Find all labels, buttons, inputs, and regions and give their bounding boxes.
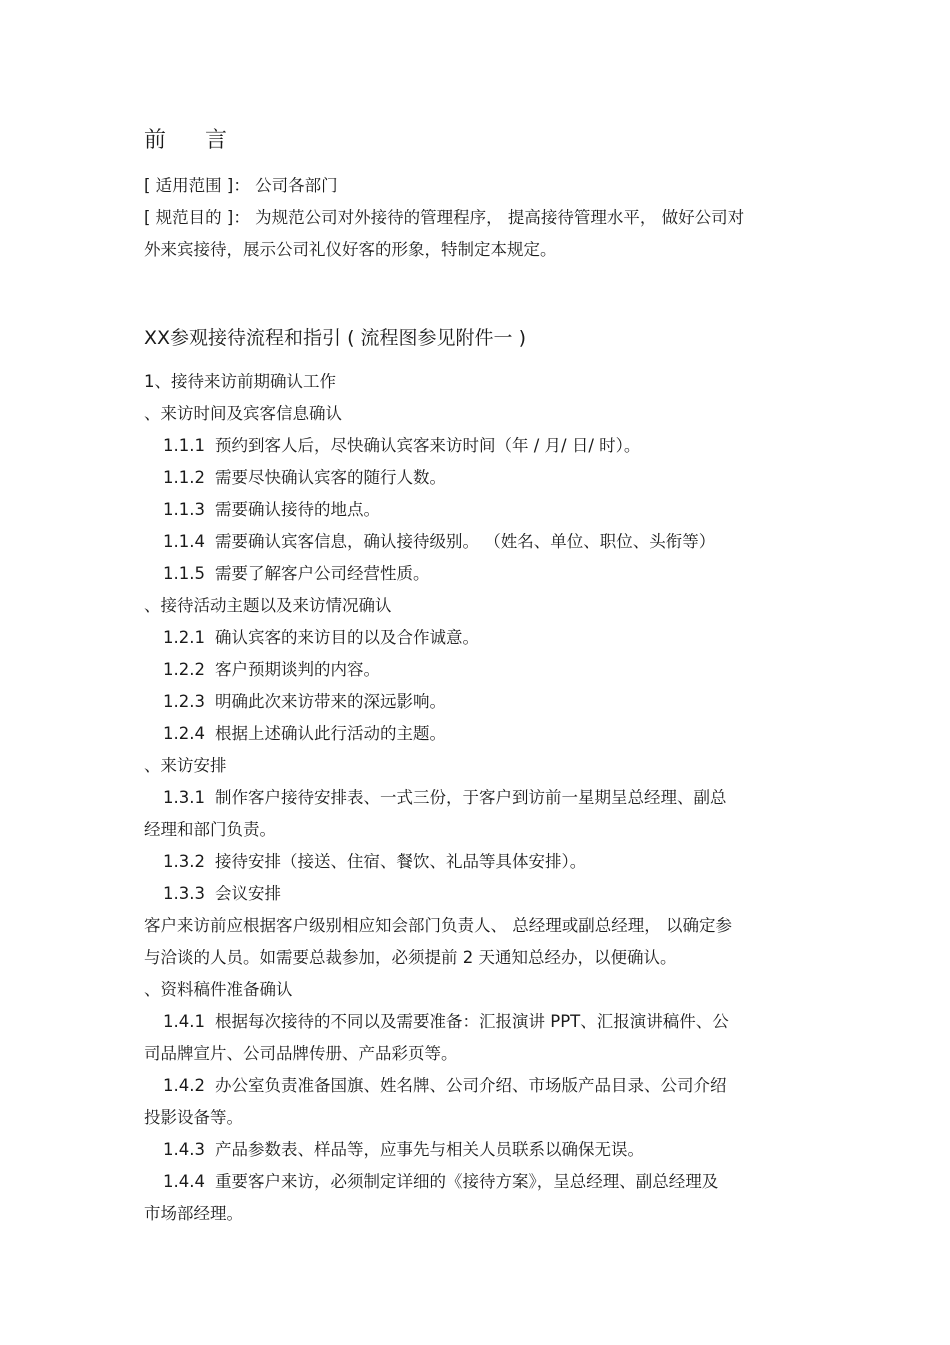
item-number: 1.2.1: [163, 628, 205, 647]
item-text: 制作客户接待安排表、一式三份，于客户到访前一星期呈总经理、副总: [215, 788, 727, 807]
item-text: 需要了解客户公司经营性质。: [215, 564, 430, 583]
item-text: 办公室负责准备国旗、姓名牌、公司介绍、市场版产品目录、公司介绍: [215, 1076, 727, 1095]
purpose-line-2: 外来宾接待，展示公司礼仪好客的形象，特制定本规定。: [144, 240, 557, 259]
item-number: 1.2.3: [163, 692, 205, 711]
purpose-line-1: [ 规范目的 ]： 为规范公司对外接待的管理程序， 提高接待管理水平， 做好公司对: [144, 208, 745, 227]
subsection-1-3-heading: 、来访安排: [144, 756, 227, 775]
item-continuation: 投影设备等。: [144, 1108, 243, 1127]
list-item: [163, 466, 446, 490]
subsection-1-1-heading: 、来访时间及宾客信息确认: [144, 404, 342, 423]
item-text: 预约到客人后，尽快确认宾客来访时间（年 / 月/ 日/ 时）。: [215, 436, 641, 455]
item-text: 需要确认宾客信息，确认接待级别。 （姓名、单位、职位、头衔等）: [215, 532, 716, 551]
item-number: 1.3.2: [163, 852, 205, 871]
item-number: 1.2.4: [163, 724, 205, 743]
item-text: 确认宾客的来访目的以及合作诚意。: [215, 628, 479, 647]
preface-title: 前 言: [144, 128, 243, 153]
list-item: [163, 690, 446, 714]
list-item: [163, 850, 586, 874]
item-number: 1.1.5: [163, 564, 205, 583]
item-text: 明确此次来访带来的深远影响。: [215, 692, 446, 711]
item-continuation: 经理和部门负责。: [144, 820, 276, 839]
list-item: [163, 658, 380, 682]
item-number: 1.1.3: [163, 500, 205, 519]
item-text: 会议安排: [215, 884, 281, 903]
item-number: 1.4.3: [163, 1140, 205, 1159]
item-number: 1.4.2: [163, 1076, 205, 1095]
item-text: 接待安排（接送、住宿、餐饮、礼品等具体安排）。: [215, 852, 587, 871]
subsection-1-2-heading: 、接待活动主题以及来访情况确认: [144, 596, 392, 615]
list-item: [163, 1074, 727, 1098]
list-item: [163, 1010, 729, 1034]
list-item: [163, 722, 446, 746]
item-number: 1.1.1: [163, 436, 205, 455]
item-text: 根据每次接待的不同以及需要准备：汇报演讲 PPT、汇报演讲稿件、公: [215, 1012, 729, 1031]
item-text: 客户预期谈判的内容。: [215, 660, 380, 679]
paragraph-line: 与洽谈的人员。如需要总裁参加，必须提前 2 天通知总经办，以便确认。: [144, 948, 677, 967]
item-text: 产品参数表、样品等，应事先与相关人员联系以确保无误。: [215, 1140, 644, 1159]
item-continuation: 市场部经理。: [144, 1204, 243, 1223]
section-title: XX参观接待流程和指引 ( 流程图参见附件一 ): [144, 327, 526, 349]
list-item: [163, 1170, 718, 1194]
item-number: 1.2.2: [163, 660, 205, 679]
list-item: [163, 1138, 644, 1162]
item-number: 1.1.2: [163, 468, 205, 487]
item-text: 需要确认接待的地点。: [215, 500, 380, 519]
part1-heading: 1、接待来访前期确认工作: [144, 372, 336, 391]
list-item: [163, 786, 727, 810]
list-item: [163, 882, 281, 906]
item-number: 1.4.1: [163, 1012, 205, 1031]
item-continuation: 司品牌宣片、公司品牌传册、产品彩页等。: [144, 1044, 458, 1063]
item-text: 重要客户来访，必须制定详细的《接待方案》，呈总经理、副总经理及: [215, 1172, 719, 1191]
paragraph-line: 客户来访前应根据客户级别相应知会部门负责人、 总经理或副总经理， 以确定参: [144, 916, 732, 935]
list-item: [163, 562, 430, 586]
item-text: 根据上述确认此行活动的主题。: [215, 724, 446, 743]
item-text: 需要尽快确认宾客的随行人数。: [215, 468, 446, 487]
subsection-1-4-heading: 、资料稿件准备确认: [144, 980, 293, 999]
scope-line: [ 适用范围 ]： 公司各部门: [144, 176, 338, 195]
item-number: 1.3.1: [163, 788, 205, 807]
item-number: 1.4.4: [163, 1172, 205, 1191]
list-item: [163, 530, 715, 554]
list-item: [163, 498, 380, 522]
item-number: 1.3.3: [163, 884, 205, 903]
list-item: [163, 626, 479, 650]
list-item: [163, 434, 640, 458]
item-number: 1.1.4: [163, 532, 205, 551]
